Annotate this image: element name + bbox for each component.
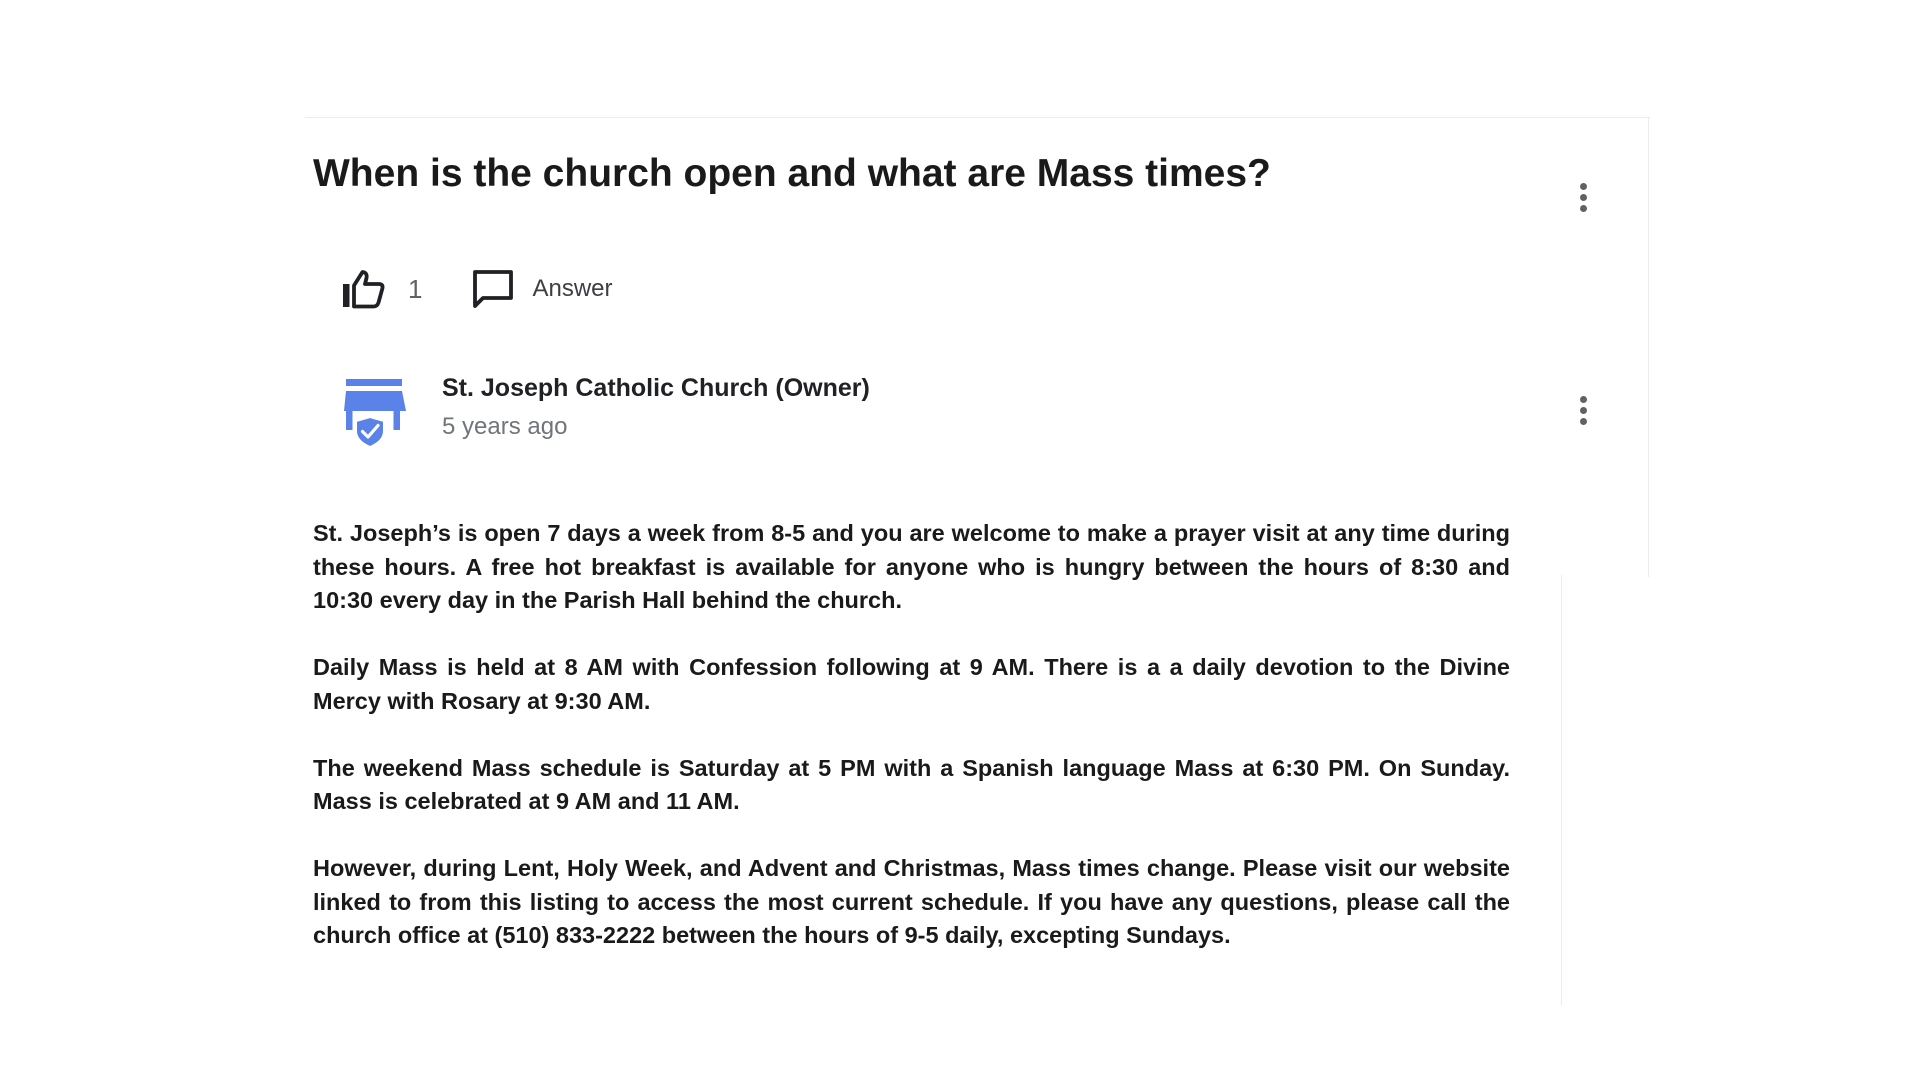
- answer-body: [313, 517, 1510, 986]
- answer-label: Answer: [532, 275, 613, 302]
- question-title: When is the church open and what are Mass times?: [313, 152, 1271, 195]
- answer-timestamp: 5 years ago: [442, 413, 568, 440]
- answer-paragraph: Daily Mass is held at 8 AM with Confession following at 9 AM. There is a a daily devotion to the Divine Mercy with Rosary at 9:30 AM.: [313, 654, 1510, 714]
- card-border-top: [305, 117, 1650, 118]
- more-vert-icon: [1580, 183, 1587, 190]
- answer-more-options-button[interactable]: [1569, 388, 1597, 432]
- answer-border-right: [1561, 575, 1562, 1005]
- answer-paragraph: The weekend Mass schedule is Saturday at 5 PM with a Spanish language Mass at 6:30 PM. On Sunday. Mass is celebrated at 9 AM and 11 AM.: [313, 754, 1510, 814]
- answer-button[interactable]: [472, 268, 612, 310]
- answer-author[interactable]: St. Joseph Catholic Church (Owner): [442, 374, 870, 402]
- verified-business-icon: [344, 377, 406, 449]
- comment-icon: [472, 268, 514, 310]
- card-border-right: [1648, 117, 1649, 577]
- like-button[interactable]: [342, 269, 422, 309]
- answer-paragraph: However, during Lent, Holy Week, and Advent and Christmas, Mass times change. Please visit our website linked to from this listing to access the most current schedule. If you have any questions, please call the church office at (510) 833-2222 between the hours of 9-5 daily, excepting Sundays.: [313, 855, 1510, 948]
- answer-paragraph: St. Joseph’s is open 7 days a week from 8-5 and you are welcome to make a prayer visit at any time during these hours. A free hot breakfast is available for anyone who is hungry between the hours of 8:30 and 10:30 every day in the Parish Hall behind the church.: [313, 520, 1510, 613]
- question-more-options-button[interactable]: [1569, 175, 1597, 219]
- question-actions: [342, 264, 613, 314]
- thumb-up-icon: [342, 269, 386, 309]
- like-count: 1: [408, 273, 423, 304]
- more-vert-icon: [1580, 396, 1587, 403]
